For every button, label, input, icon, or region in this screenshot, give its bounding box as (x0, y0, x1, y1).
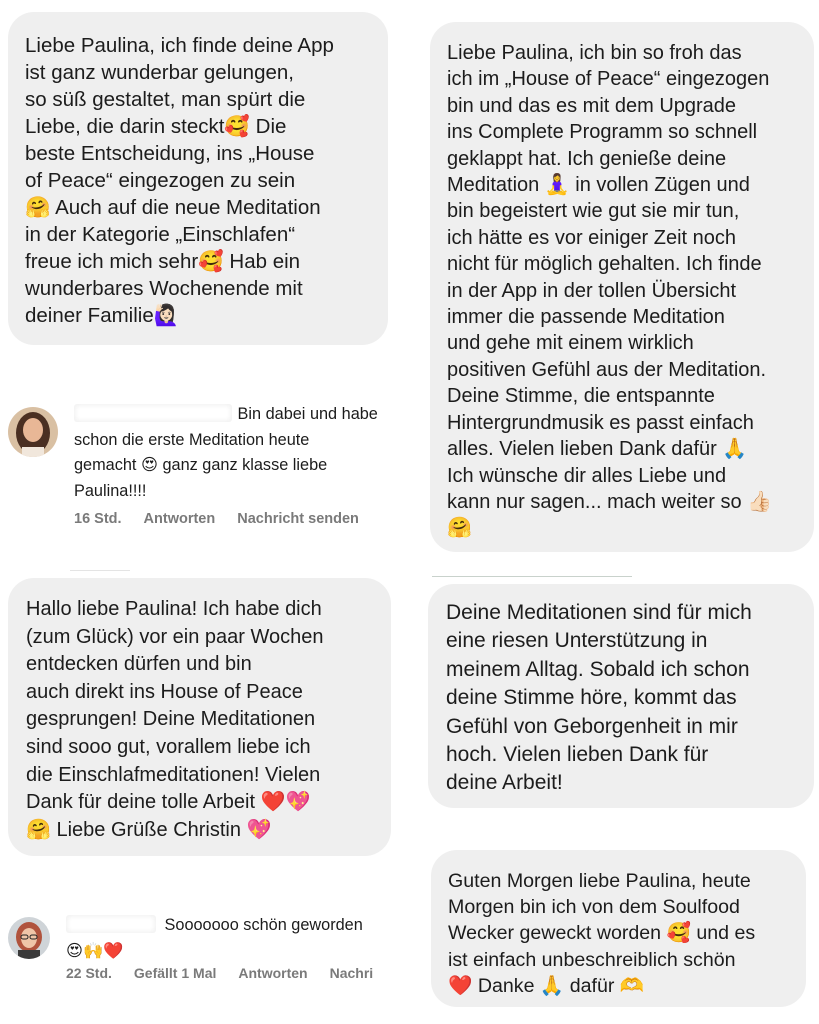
send-message-button[interactable]: Nachri (329, 965, 374, 981)
divider (70, 570, 130, 571)
comment-text: Bin dabei und habe schon die erste Meditation heute gemacht 😍 ganz ganz klasse liebe Paulina!!!! (74, 405, 378, 500)
testimonial-text: Hallo liebe Paulina! Ich habe dich (zum Glück) vor ein paar Wochen entdecken dürfen und bin auch direkt ins House of Peace gesprungen! Deine Meditationen sind sooo gut, vorallem liebe ich die Einschlafmeditationen! Vielen Dank für deine tolle Arbeit ❤️💖 🤗 Liebe Grüße Christin 💖 (26, 598, 324, 841)
testimonial-bubble (428, 584, 814, 808)
comment-time: 16 Std. (74, 511, 122, 527)
avatar[interactable] (8, 917, 50, 959)
avatar[interactable] (8, 407, 58, 457)
send-message-button[interactable]: Nachricht senden (237, 511, 359, 527)
reply-button[interactable]: Antworten (238, 965, 308, 981)
comment-actions (74, 511, 381, 527)
testimonial-text: Liebe Paulina, ich finde deine App ist ganz wunderbar gelungen, so süß gestaltet, man spürt die Liebe, die darin steckt🥰 Die beste Entscheidung, ins „House of Peace“ eingezogen zu sein 🤗 Auch auf die neue Meditation in der Kategorie „Einschlafen“ freue ich mich sehr🥰 Hab ein wunderbares Wochenende mit deiner Familie🙋🏻‍♀️ (25, 34, 334, 327)
testimonial-bubble (8, 12, 388, 345)
redacted-username (66, 915, 156, 933)
testimonial-text: Deine Meditationen sind für mich eine riesen Unterstützung in meinem Alltag. Sobald ich schon deine Stimme höre, kommt das Gefühl von Geborgenheit in mir hoch. Vielen lieben Dank für deine Arbeit! (446, 601, 752, 795)
testimonial-bubble (431, 850, 806, 1007)
testimonial-bubble (430, 22, 814, 552)
likes-count[interactable]: Gefällt 1 Mal (133, 965, 217, 981)
divider (432, 576, 632, 577)
testimonial-bubble (8, 578, 391, 856)
redacted-username (74, 404, 232, 422)
comment-text: Sooooooo schön geworden 😍🙌❤️ (66, 916, 363, 960)
testimonial-text: Liebe Paulina, ich bin so froh das ich im „House of Peace“ eingezogen bin und das es mit dem Upgrade ins Complete Programm so schnell geklappt hat. Ich genieße deine Meditation 🧘‍♀️ in vollen Zügen und bin begeistert wie gut sie mir tun, ich hätte es vor einiger Zeit noch nicht für möglich gehalten. Ich finde in der App in der tollen Übersicht immer die passende Meditation und gehe mit einem wirklich positiven Gefühl aus der Meditation. Deine Stimme, die entspannte Hintergrundmusik es passt einfach alles. Vielen lieben Dank dafür 🙏 Ich wünsche dir alles Liebe und kann nur sagen... mach weiter so 👍🏻 🤗 (447, 42, 773, 540)
comment-time: 22 Std. (66, 965, 112, 981)
testimonial-text: Guten Morgen liebe Paulina, heute Morgen bin ich von dem Soulfood Wecker geweckt worden 🥰 und es ist einfach unbeschreiblich schön ❤️ Danke 🙏 dafür 🫶 (448, 870, 756, 997)
comment-actions (66, 965, 395, 981)
reply-button[interactable]: Antworten (143, 511, 216, 527)
